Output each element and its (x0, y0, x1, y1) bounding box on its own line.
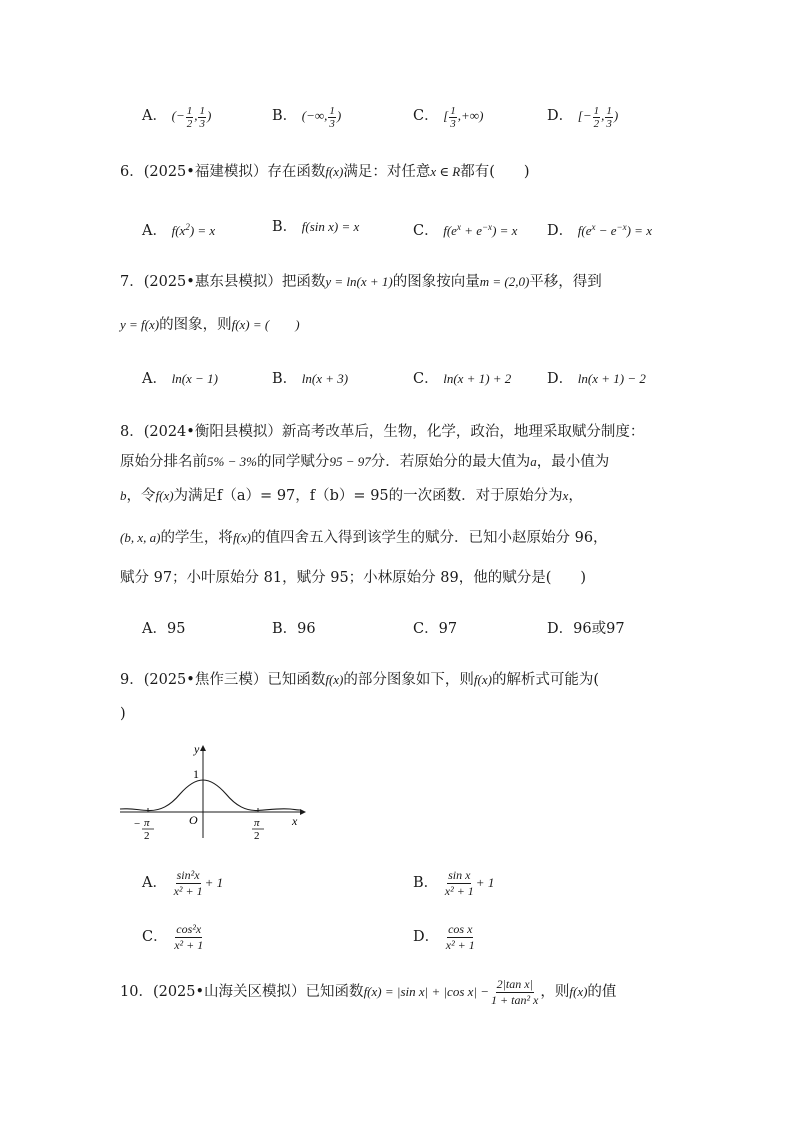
q9-option-a[interactable]: A． $\frac{\text{sin²x}}{\text{x² + 1}}$ + 1 (142, 867, 224, 898)
interval-right: ,+∞ (457, 108, 480, 123)
origin-label: O (189, 813, 198, 827)
option-letter: A． (142, 621, 167, 637)
q9-options-row1 (0, 866, 794, 900)
fraction: $\frac{1}{3}$ (329, 104, 335, 130)
q5-options (0, 101, 794, 131)
x-axis-label: x (292, 814, 298, 828)
q8-option-a[interactable]: A．95 (142, 621, 186, 637)
q9-option-d[interactable] (413, 920, 477, 954)
q5-option-b[interactable] (272, 101, 341, 131)
option-letter: D． (547, 223, 574, 239)
q7-option-c[interactable]: C． ln(x + 1) + 2 (413, 371, 512, 387)
fraction: $\frac{1}{3}$ (606, 104, 612, 130)
option-letter: B． (272, 371, 298, 387)
fraction: $\frac{\text{cos x}}{\text{x² + 1}}$ (445, 921, 475, 952)
interval-left: −∞, (306, 108, 328, 123)
sign: − (175, 108, 185, 123)
option-letter: A． (142, 875, 167, 891)
option-letter: D． (547, 621, 574, 637)
fraction: $\frac{\text{sin x}}{\text{x² + 1}}$ (444, 867, 474, 898)
q9-option-b[interactable]: B． $\frac{\text{sin x}}{\text{x² + 1}}$ + 1 (413, 867, 495, 898)
neg-two: 2 (144, 830, 150, 842)
option-letter: A． (142, 223, 167, 239)
option-letter: D． (547, 108, 574, 124)
q7-vector: m = (2,0) (479, 274, 530, 289)
comma: , (194, 108, 198, 123)
q9-stem: 9．(2025•焦作三模）已知函数f(x)的部分图象如下，则f(x)的解析式可能为( (120, 672, 600, 688)
bracket: ( (301, 108, 307, 123)
comma: , (601, 108, 605, 123)
option-letter: A． (142, 371, 167, 387)
q5-option-a[interactable] (142, 101, 211, 131)
fraction: $\frac{1}{3}$ (450, 104, 456, 130)
q6-options (0, 212, 794, 242)
bracket: ) (479, 108, 484, 123)
q7-stem-line1: 7．(2025•惠东县模拟）把函数y = ln(x + 1)的图象按向量m = (2,0)平移，得到 (120, 274, 602, 290)
function-curve (120, 780, 300, 811)
option-letter: B． (272, 108, 298, 124)
bracket: ) (613, 108, 619, 123)
q7-stem-line2: y = f(x)的图象，则f(x) = ( ) (120, 317, 300, 333)
q8-line3: b，令f(x)为满足f（a）= 97，f（b）= 95的一次函数．对于原始分为x， (120, 488, 583, 504)
q8-option-c[interactable]: C．97 (413, 621, 458, 637)
q6-text-a: 6．(2025•福建模拟）存在函数 (120, 164, 326, 180)
bracket: [ (577, 108, 583, 123)
q8-options (0, 614, 794, 644)
q9-function-graph (118, 742, 318, 842)
fraction: $\frac{\text{sin²x}}{\text{x² + 1}}$ (173, 867, 203, 898)
option-letter: C． (413, 621, 439, 637)
x-axis-arrow (300, 809, 306, 815)
bracket: ( (171, 108, 176, 123)
option-letter: C． (413, 108, 439, 124)
q8-line4: (b, x, a)的学生，将f(x)的值四舍五入得到该学生的赋分．已知小赵原始分 96， (120, 530, 608, 546)
q6-text-c: 都有( ) (460, 164, 530, 180)
q8-line2: 原始分排名前5% − 3%的同学赋分95 − 97分．若原始分的最大值为a，最小值为 (120, 454, 610, 470)
option-letter: D． (413, 929, 440, 945)
q9-stem-tail: ) (120, 706, 126, 722)
q7-option-d[interactable]: D． ln(x + 1) − 2 (547, 371, 646, 387)
q8-line5: 赋分 97；小叶原始分 81，赋分 95；小林原始分 89，他的赋分是( ) (120, 570, 587, 586)
option-letter: D． (547, 371, 574, 387)
q9-options-row2 (0, 920, 794, 954)
option-letter: B． (413, 875, 439, 891)
q7-options (0, 364, 794, 394)
q6-text-b: 满足：对任意 (343, 164, 431, 180)
option-letter: A． (142, 108, 167, 124)
q8-line1: 8．(2024•衡阳县模拟）新高考改革后，生物，化学，政治，地理采取赋分制度： (120, 424, 645, 440)
fraction: $\frac{1}{2}$ (593, 104, 600, 130)
bracket: [ (443, 108, 449, 123)
fraction: $\frac{1}{3}$ (199, 104, 205, 130)
sign: − (582, 108, 592, 123)
q6-option-d[interactable]: D． $f(e^x - e^{-x}) = x$ (547, 222, 652, 239)
q9-option-c[interactable] (142, 920, 205, 954)
bracket: ) (206, 108, 212, 123)
option-letter: C． (413, 371, 439, 387)
q5-option-d[interactable] (547, 101, 618, 131)
label-one: 1 (193, 767, 199, 781)
q6-option-b[interactable]: B． f(sin x) = x (272, 219, 360, 235)
q7-function: y = ln(x + 1) (325, 274, 393, 289)
option-letter: C． (413, 223, 439, 239)
q10-expression: f(x) = |sin x| + |cos x| − (363, 984, 490, 999)
fraction: $\frac{\text{cos²x}}{\text{x² + 1}}$ (174, 921, 204, 952)
option-letter: B． (272, 621, 298, 637)
bracket: ) (336, 108, 342, 123)
y-axis-arrow (200, 745, 206, 751)
q8-option-d[interactable]: D．96或97 (547, 621, 625, 637)
q10-stem: 10．(2025•山海关区模拟）已知函数f(x) = |sin x| + |cos x| − $\frac{\text{2|tan x|}}{\text{1 + tan² x}}$ ，则f(x)的值 (120, 976, 617, 1007)
fraction: $\frac{\text{2|tan x|}}{\text{1 + tan² x}}$ (491, 976, 539, 1007)
neg-sign: − (134, 818, 141, 830)
pos-pi: π (254, 817, 260, 829)
q5-option-c[interactable] (413, 101, 483, 131)
q6-condition: x ∈ R (430, 164, 461, 179)
option-letter: C． (142, 929, 168, 945)
fraction: $\frac{1}{2}$ (186, 104, 193, 130)
q6-fx: f(x) (325, 164, 344, 179)
neg-pi: π (144, 817, 150, 829)
y-axis-label: y (194, 742, 200, 756)
q6-stem (120, 157, 530, 187)
q6-option-c[interactable]: C． $f(e^x + e^{-x}) = x$ (413, 222, 518, 239)
q6-option-a[interactable]: A． $f(x^2) = x$ (142, 222, 216, 239)
pos-two: 2 (254, 830, 260, 842)
q7-option-b[interactable]: B． ln(x + 3) (272, 371, 349, 387)
q8-option-b[interactable]: B．96 (272, 621, 316, 637)
q7-option-a[interactable]: A． ln(x − 1) (142, 371, 218, 387)
option-letter: B． (272, 219, 298, 235)
